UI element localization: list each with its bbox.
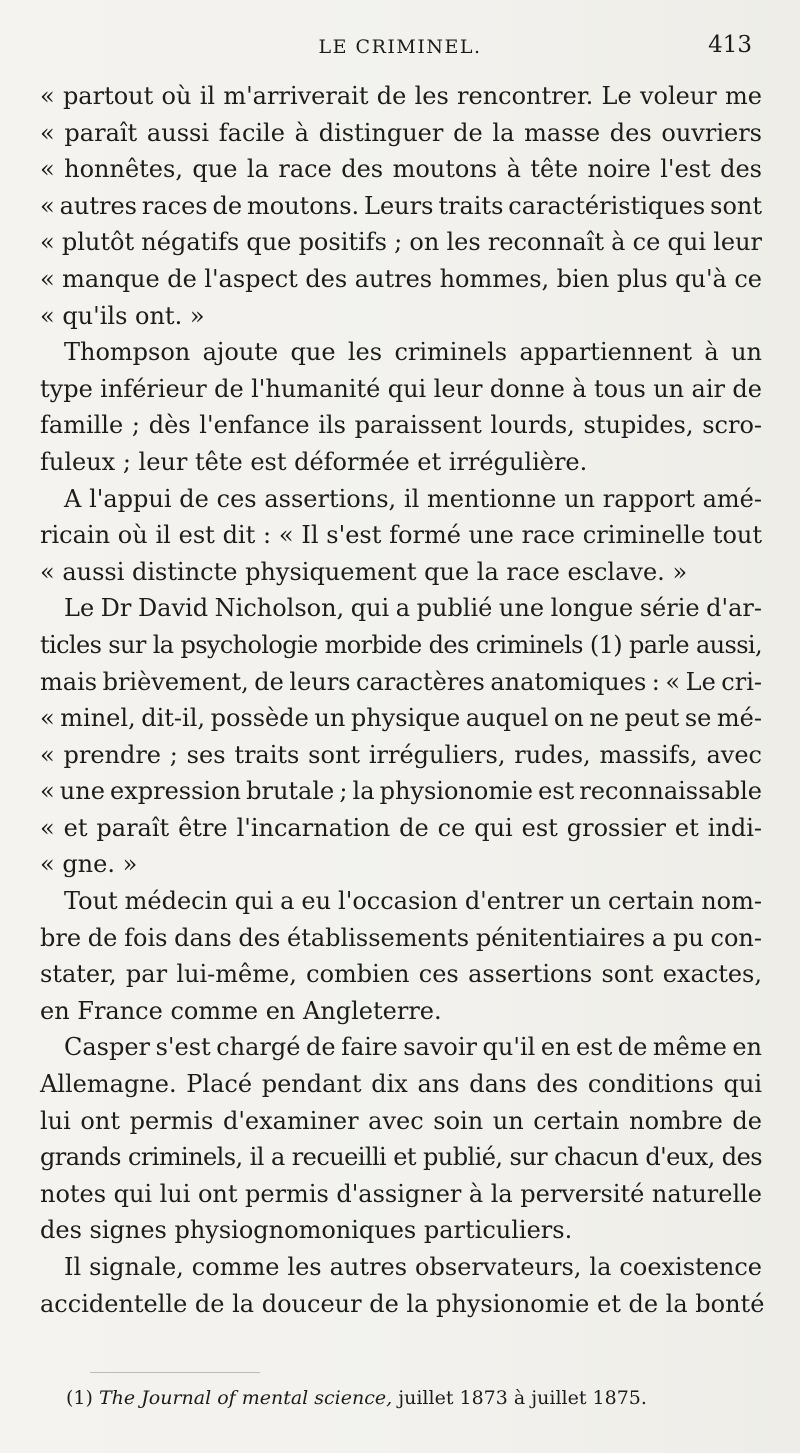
text-line: fuleux ; leur tête est déformée et irrégulière.	[40, 447, 588, 476]
footnote-dates: juillet 1873 à juillet 1875.	[392, 1387, 647, 1409]
footnote-rule	[90, 1372, 260, 1373]
text-line: « prendre ; ses traits sont irréguliers, rudes, massifs, avec	[40, 740, 762, 769]
text-line: type inférieur de l'humanité qui leur donne à tous un air de	[40, 374, 762, 403]
text-line: A l'appui de ces assertions, il mentionne un rapport amé-	[64, 484, 762, 513]
text-line: Casper s'est chargé de faire savoir qu'il en est de même en	[64, 1033, 762, 1062]
text-line: notes qui lui ont permis d'assigner à la perversité naturelle	[40, 1179, 763, 1208]
text-line: des signes physiognomoniques particuliers.	[40, 1216, 573, 1245]
page-number: 413	[708, 32, 752, 58]
text-line: Allemagne. Placé pendant dix ans dans des conditions qui	[40, 1070, 762, 1099]
text-line: en France comme en Angleterre.	[40, 996, 442, 1025]
text-line: ricain où il est dit : « Il s'est formé une race criminelle tout	[40, 521, 762, 550]
text-line: Tout médecin qui a eu l'occasion d'entrer un certain nom-	[64, 887, 762, 916]
text-line: « plutôt négatifs que positifs ; on les reconnaît à ce qui leur	[40, 228, 763, 257]
footnote-journal: The Journal of mental science,	[98, 1387, 393, 1409]
text-line: mais brièvement, de leurs caractères anatomiques : « Le cri-	[40, 667, 762, 696]
footnote-marker: (1)	[66, 1387, 99, 1409]
text-line: Il signale, comme les autres observateurs, la coexistence	[64, 1253, 762, 1281]
text-line: « paraît aussi facile à distinguer de la masse des ouvriers	[40, 118, 762, 147]
text-line: « gne. »	[40, 850, 138, 879]
text-line: lui ont permis d'examiner avec soin un certain nombre de	[40, 1106, 762, 1135]
text-line: « qu'ils ont. »	[40, 301, 205, 330]
text-line: « aussi distincte physiquement que la race esclave. »	[40, 557, 688, 586]
text-line: « minel, dit-il, possède un physique auquel on ne peut se mé-	[40, 704, 762, 733]
text-line: grands criminels, il a recueilli et publié, sur chacun d'eux, des	[40, 1143, 762, 1172]
text-line: « honnêtes, que la race des moutons à tête noire l'est des	[40, 155, 762, 184]
text-line: famille ; dès l'enfance ils paraissent lourds, stupides, scro-	[40, 411, 762, 440]
text-line: bre de fois dans des établissements pénitentiaires a pu con-	[40, 923, 763, 952]
text-line: « autres races de moutons. Leurs traits caractéristiques sont	[40, 191, 762, 220]
text-line: « partout où il m'arriverait de les rencontrer. Le voleur me	[40, 82, 762, 110]
text-line: ticles sur la psychologie morbide des criminels (1) parle aussi,	[40, 630, 762, 659]
page-header	[40, 30, 760, 70]
body-text	[40, 78, 765, 1322]
running-head: LE CRIMINEL.	[318, 36, 482, 58]
text-line: Le Dr David Nicholson, qui a publié une longue série d'ar-	[64, 594, 762, 623]
text-line: « manque de l'aspect des autres hommes, bien plus qu'à ce	[40, 264, 762, 293]
text-line: « une expression brutale ; la physionomie est reconnaissable	[40, 777, 762, 806]
text-line: accidentelle de la douceur de la physionomie et de la bonté	[40, 1289, 765, 1318]
text-line: stater, par lui-même, combien ces assertions sont exactes,	[40, 960, 762, 989]
footnote	[66, 1387, 766, 1409]
text-line: « et paraît être l'incarnation de ce qui est grossier et indi-	[40, 813, 762, 842]
text-line: Thompson ajoute que les criminels appartiennent à un	[64, 338, 762, 367]
